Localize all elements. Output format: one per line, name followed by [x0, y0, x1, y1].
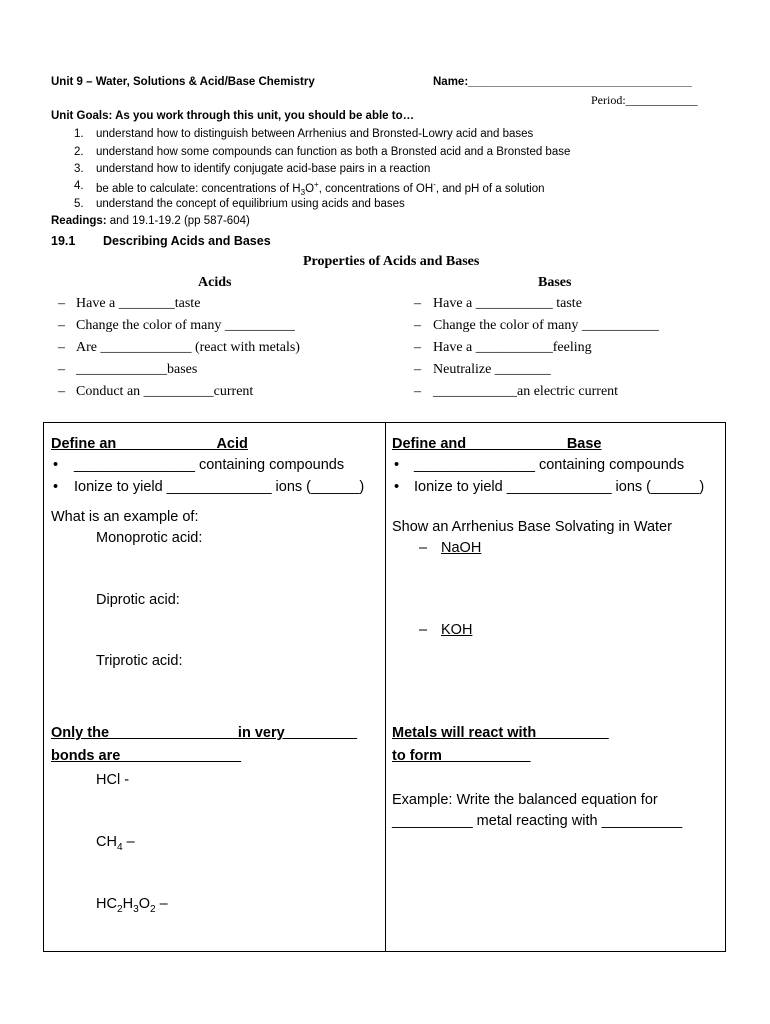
acid-bullet-ionize: Ionize to yield _____________ ions (______) — [74, 479, 365, 495]
unit-goals-intro: Unit Goals: As you work through this unit, you should be able to… — [51, 110, 415, 122]
dash: – — [414, 362, 421, 377]
acid-property: Conduct an __________current — [76, 384, 254, 399]
acid-bullet-containing: _______________ containing compounds — [74, 457, 345, 473]
base-bullet-containing: _______________ containing compounds — [414, 457, 685, 473]
goal-number: 3. — [74, 163, 84, 175]
example-line: __________ metal reacting with __________ — [392, 813, 683, 829]
dash: – — [419, 540, 428, 556]
acid-property: Have a ________taste — [76, 296, 201, 311]
acid-property: Change the color of many __________ — [76, 318, 295, 333]
acid-property: Are _____________ (react with metals) — [76, 340, 300, 355]
base-property: Have a ___________feeling — [433, 340, 592, 355]
section-number: 19.1 — [51, 234, 76, 248]
column-divider — [385, 422, 386, 952]
dash: – — [414, 318, 421, 333]
solvate-prompt: Show an Arrhenius Base Solvating in Water — [392, 519, 672, 535]
period-field-label: Period:____________ — [591, 93, 698, 107]
hcl-item: HCl - — [96, 772, 130, 788]
bullet: • — [53, 479, 59, 495]
acids-heading: Acids — [198, 275, 232, 290]
bullet: • — [394, 457, 400, 473]
goal-item: understand the concept of equilibrium using acids and bases — [96, 198, 405, 210]
metals-heading: Metals will react with — [392, 725, 609, 741]
goal-number: 1. — [74, 128, 84, 140]
dash: – — [58, 296, 65, 311]
base-property: Neutralize ________ — [433, 362, 551, 377]
diprotic-label: Diprotic acid: — [96, 592, 180, 608]
base-bullet-ionize: Ionize to yield _____________ ions (______) — [414, 479, 705, 495]
goal-number: 4. — [74, 180, 84, 192]
dash: – — [414, 340, 421, 355]
acetic-acid-item: $HC_2H_3O_2$ – — [96, 896, 168, 915]
bonds-are-heading: bonds are — [51, 748, 242, 764]
ch4-item: $CH_4$ – — [96, 834, 135, 853]
naoh-label: NaOH — [441, 540, 482, 556]
dash: – — [58, 340, 65, 355]
dash: – — [58, 384, 65, 399]
dash: – — [419, 622, 428, 638]
base-property: Have a ___________ taste — [433, 296, 582, 311]
readings: Readings: and 19.1-19.2 (pp 587-604) — [51, 215, 250, 227]
dash: – — [414, 384, 421, 399]
goal-item: be able to calculate: concentrations of $H_3O^+$, concentrations of OH-, and pH of a solution — [96, 180, 545, 198]
example-line: Example: Write the balanced equation for — [392, 792, 658, 808]
bullet: • — [394, 479, 400, 495]
example-question: What is an example of: — [51, 509, 199, 525]
acid-property: _____________bases — [76, 362, 198, 377]
bullet: • — [53, 457, 59, 473]
bases-heading: Bases — [538, 275, 572, 290]
goal-number: 2. — [74, 146, 84, 158]
define-base-heading: Define and Base — [392, 436, 602, 452]
koh-label: KOH — [441, 622, 473, 638]
base-property: ____________an electric current — [433, 384, 619, 399]
properties-title: Properties of Acids and Bases — [303, 254, 480, 269]
only-the-heading: Only the in very — [51, 725, 358, 741]
dash: – — [58, 318, 65, 333]
dash: – — [414, 296, 421, 311]
goal-item: understand how some compounds can function as both a Bronsted acid and a Bronsted base — [96, 146, 571, 158]
triprotic-label: Triprotic acid: — [96, 653, 183, 669]
name-field-label: Name:___________________________________ — [433, 76, 693, 88]
to-form-heading: to form — [392, 748, 531, 764]
dash: – — [58, 362, 65, 377]
goal-number: 5. — [74, 198, 84, 210]
monoprotic-label: Monoprotic acid: — [96, 530, 203, 546]
define-acid-heading: Define an Acid — [51, 436, 248, 452]
goal-item: understand how to distinguish between Arrhenius and Bronsted-Lowry acid and bases — [96, 128, 534, 140]
unit-title: Unit 9 – Water, Solutions & Acid/Base Chemistry — [51, 76, 315, 88]
base-property: Change the color of many ___________ — [433, 318, 659, 333]
section-title: Describing Acids and Bases — [103, 234, 271, 248]
goal-item: understand how to identify conjugate acid-base pairs in a reaction — [96, 163, 431, 175]
